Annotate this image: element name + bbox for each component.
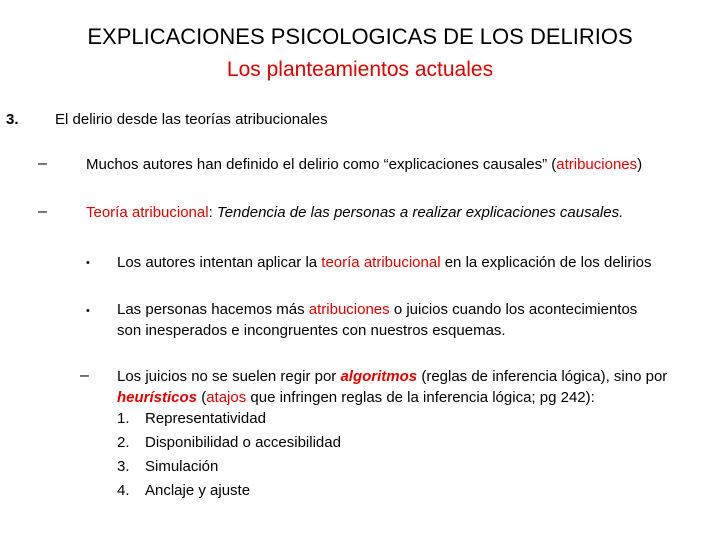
dash3-algoritmos: algoritmos xyxy=(340,368,418,385)
dash1-text-b: ) xyxy=(637,156,643,173)
list-item-number: 4. xyxy=(117,482,130,499)
dash-marker: – xyxy=(38,155,47,172)
bullet1-text xyxy=(117,254,652,271)
list-item xyxy=(117,479,341,503)
dash2-definition: Tendencia de las personas a realizar explicaciones causales. xyxy=(216,204,624,221)
dash1-text xyxy=(86,156,642,173)
bullet-marker: • xyxy=(86,305,90,317)
bullet2-text xyxy=(117,301,637,318)
bullet1-highlight: teoría atribucional xyxy=(321,254,441,271)
list-item-number: 3. xyxy=(117,458,130,475)
dash-marker: – xyxy=(38,203,47,220)
dash2-text-a: : xyxy=(208,204,217,221)
bullet2-text-b: o juicios cuando los acontecimientos xyxy=(389,301,638,318)
list-item-label: Simulación xyxy=(145,458,219,475)
page-title: EXPLICACIONES PSICOLOGICAS DE LOS DELIRIOS xyxy=(87,24,633,49)
list-item xyxy=(117,407,341,431)
dash3-text-d: que infringen reglas de la inferencia lógica; pg 242): xyxy=(246,389,595,406)
list-item-label: Representatividad xyxy=(145,410,266,427)
section-heading: El delirio desde las teorías atribucionales xyxy=(55,111,328,128)
bullet1-text-a: Los autores intentan aplicar la xyxy=(117,254,322,271)
list-item xyxy=(117,455,341,479)
dash3-text-b: (reglas de inferencia lógica), sino por xyxy=(417,368,668,385)
bullet2-text-a: Las personas hacemos más xyxy=(117,301,309,318)
list-item-number: 1. xyxy=(117,410,130,427)
dash2-text xyxy=(86,204,623,221)
section-number: 3. xyxy=(6,111,19,128)
dash2-highlight: Teoría atribucional xyxy=(86,204,209,221)
dash1-highlight: atribuciones xyxy=(556,156,638,173)
dash3-text xyxy=(117,368,667,385)
dash-marker: – xyxy=(80,367,89,384)
dash3-text-a: Los juicios no se suelen regir por xyxy=(117,368,341,385)
list-item-number: 2. xyxy=(117,434,130,451)
list-item-label: Anclaje y ajuste xyxy=(145,482,251,499)
dash3-atajos: atajos xyxy=(206,389,247,406)
dash3-heuristicos: heurísticos xyxy=(117,389,198,406)
bullet1-text-b: en la explicación de los delirios xyxy=(440,254,652,271)
dash1-text-a: Muchos autores han definido el delirio como “explicaciones causales” ( xyxy=(86,156,557,173)
bullet2-line2: son inesperados e incongruentes con nuestros esquemas. xyxy=(117,322,506,339)
dash3-text-c: ( xyxy=(197,389,207,406)
dash3-line2 xyxy=(117,389,595,406)
list-item-label: Disponibilidad o accesibilidad xyxy=(145,434,341,451)
page-subtitle: Los planteamientos actuales xyxy=(226,58,494,81)
bullet2-highlight: atribuciones xyxy=(308,301,390,318)
heuristics-list xyxy=(117,407,341,503)
bullet-marker: • xyxy=(86,257,90,269)
list-item xyxy=(117,431,341,455)
